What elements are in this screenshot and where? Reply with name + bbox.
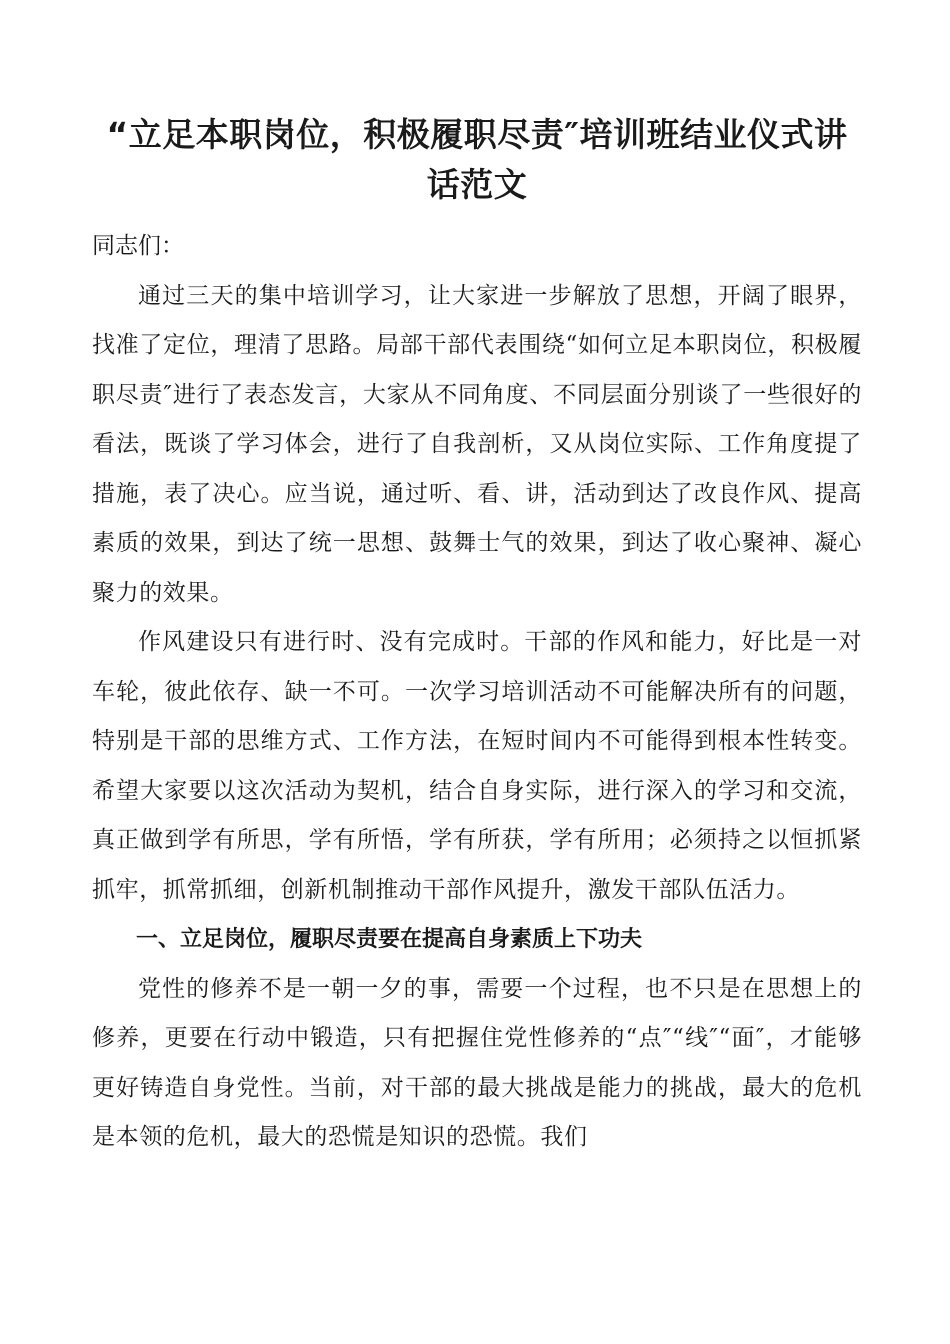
- body-paragraph-2: 作风建设只有进行时、没有完成时。干部的作风和能力，好比是一对车轮，彼此依存、缺一不可。一次学习培训活动不可能解决所有的问题，特别是干部的思维方式、工作方法，在短时间内不可能得到根本性转变。希望大家要以这次活动为契机，结合自身实际，进行深入的学习和交流，真正做到学有所思，学有所悟，学有所获，学有所用；必须持之以恒抓紧抓牢，抓常抓细，创新机制推动干部作风提升，激发干部队伍活力。: [92, 629, 862, 903]
- document-page: [92, 110, 862, 1163]
- document-title: “立足本职岗位，积极履职尽责″培训班结业仪式讲话范文: [106, 115, 848, 204]
- section-1-paragraph: 党性的修养不是一朝一夕的事，需要一个过程，也不只是在思想上的修养，更要在行动中锻造，只有把握住党性修养的“点″“线″“面″，才能够更好铸造自身党性。当前，对干部的最大挑战是能力的挑战，最大的危机是本领的危机，最大的恐慌是知识的恐慌。我们: [92, 975, 862, 1150]
- section-heading-1: 一、立足岗位，履职尽责要在提高自身素质上下功夫: [136, 927, 643, 952]
- salutation: 同志们：: [92, 233, 184, 259]
- body-paragraph-1: 通过三天的集中培训学习，让大家进一步解放了思想，开阔了眼界，找准了定位，理清了思路。局部干部代表围绕“如何立足本职岗位，积极履职尽责″进行了表态发言，大家从不同角度、不同层面分别谈了一些很好的看法，既谈了学习体会，进行了自我剖析，又从岗位实际、工作角度提了措施，表了决心。应当说，通过听、看、讲，活动到达了改良作风、提高素质的效果，到达了统一思想、鼓舞士气的效果，到达了收心聚神、凝心聚力的效果。: [92, 282, 862, 606]
